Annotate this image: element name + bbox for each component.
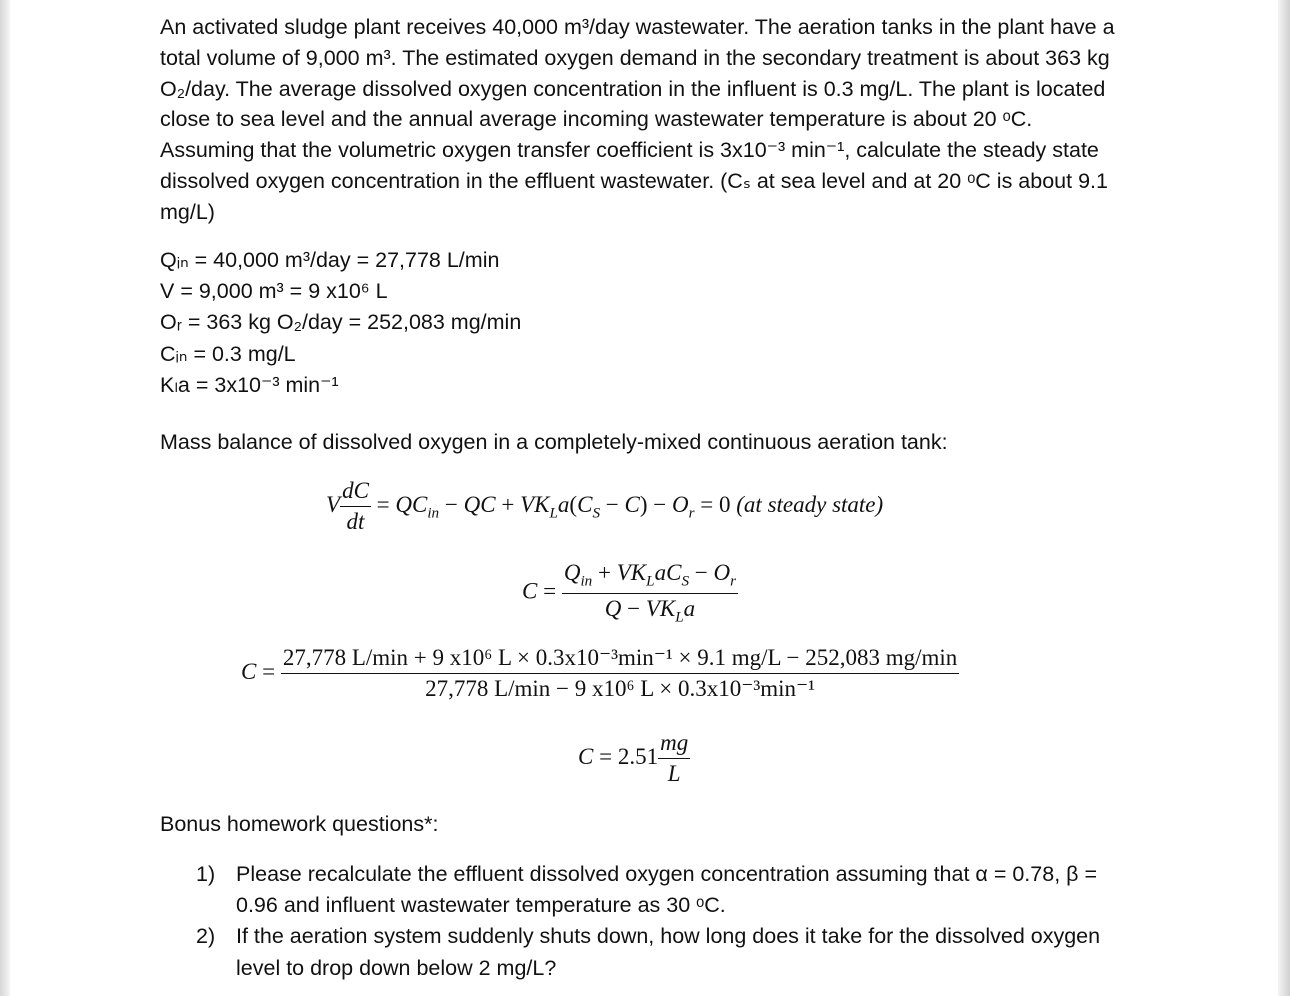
page-shadow-left xyxy=(0,0,10,996)
question-text: If the aeration system suddenly shuts down, how long does it take for the dissolved oxygen level to drop down below 2 mg/L? xyxy=(236,924,1101,980)
given-cin: Cᵢₙ = 0.3 mg/L xyxy=(160,341,296,366)
mass-balance-equation: V $\frac{dC}{dt}$ = $QC_{in}$ − QC + $VK_La(C_S - C) - O_r = 0$ (at steady state) xyxy=(326,478,884,534)
list-item xyxy=(196,859,1116,921)
given-volume: V = 9,000 m³ = 9 x10⁶ L xyxy=(160,279,388,304)
list-item xyxy=(196,921,1116,983)
problem-line: mg/L) xyxy=(160,199,215,224)
problem-statement xyxy=(160,12,1130,228)
result-unit-den: L xyxy=(667,761,681,786)
numeric-denominator: 27,778 L/min − 9 x10⁶ L × 0.3x10⁻³min⁻¹ xyxy=(425,676,816,701)
question-number: 2) xyxy=(196,924,216,949)
question-number: 1) xyxy=(196,862,216,886)
bonus-title: Bonus homework questions*: xyxy=(160,812,439,836)
result-equation: C = 2.51 $\frac{mg}{L}$ xyxy=(578,730,689,786)
given-kla: Kₗa = 3x10⁻³ min⁻¹ xyxy=(160,372,339,397)
given-oxygen-demand: Oᵣ = 363 kg O₂/day = 252,083 mg/min xyxy=(160,310,522,335)
numeric-equation: C = 27,778 L/min + 9 x10⁶ L × 0.3x10⁻³min⁻¹ × 9.1 mg/L − 252,083 mg/min 27,778 L/min − 9 x10⁶ L × 0.3x10⁻³min⁻¹ xyxy=(241,645,958,701)
problem-line: O₂/day. The average dissolved oxygen concentration in the influent is 0.3 mg/L. The plant is located xyxy=(160,76,1106,101)
problem-line: total volume of 9,000 m³. The estimated oxygen demand in the secondary treatment is about 363 kg xyxy=(160,45,1110,70)
problem-line: Assuming that the volumetric oxygen transfer coefficient is 3x10⁻³ min⁻¹, calculate the steady state xyxy=(160,138,1099,163)
problem-line: An activated sludge plant receives 40,000 m³/day wastewater. The aeration tanks in the plant have a xyxy=(160,15,1115,39)
problem-line: dissolved oxygen concentration in the effluent wastewater. (Cₛ at sea level and at 20 ᵒC is about 9.1 xyxy=(160,168,1108,193)
given-qin: Qᵢₙ = 40,000 m³/day = 27,778 L/min xyxy=(160,248,500,272)
rearranged-equation: C = $\frac{Q_{in} + VK_LaC_S - O_r}{Q - VK_La}$ xyxy=(522,560,737,626)
bonus-question-list xyxy=(196,859,1116,984)
result-value: 2.51 xyxy=(617,743,659,769)
numeric-numerator: 27,778 L/min + 9 x10⁶ L × 0.3x10⁻³min⁻¹ × 9.1 mg/L − 252,083 mg/min xyxy=(281,645,959,674)
steady-state-note: (at steady state) xyxy=(736,491,884,517)
question-text: Please recalculate the effluent dissolved oxygen concentration assuming that α = 0.78, β = 0.96 and influent wastewater temperature as 30 ᵒC. xyxy=(236,862,1098,918)
page-shadow-right xyxy=(1278,0,1290,996)
result-unit-num: mg xyxy=(658,730,690,759)
given-values xyxy=(160,245,521,401)
mass-balance-heading: Mass balance of dissolved oxygen in a completely-mixed continuous aeration tank: xyxy=(160,430,948,454)
problem-line: close to sea level and the annual average incoming wastewater temperature is about 20 ᵒC. xyxy=(160,107,1033,132)
